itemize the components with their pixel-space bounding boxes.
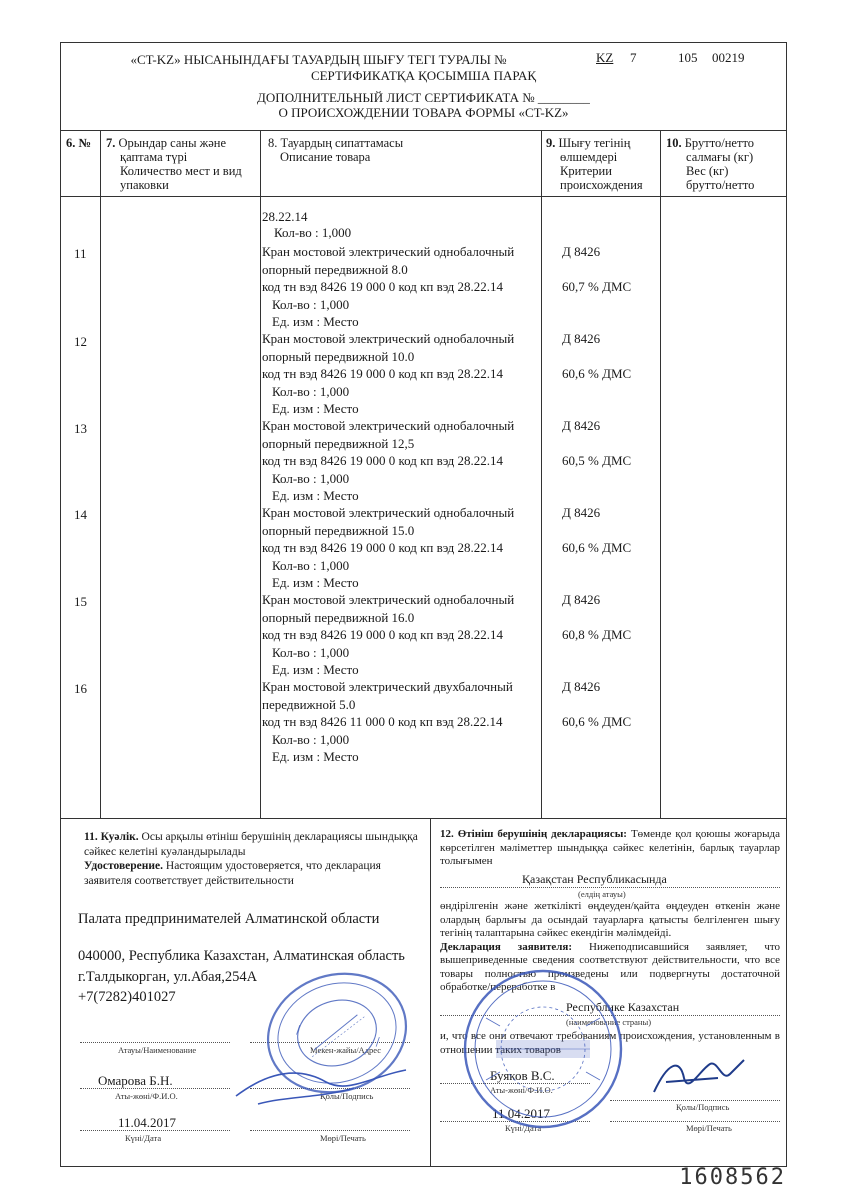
header-line-4: О ПРОИСХОЖДЕНИИ ТОВАРА ФОРМЫ «CT-KZ» xyxy=(278,105,569,120)
item-number: 16 xyxy=(74,681,87,696)
pre-qty: Кол-во : 1,000 xyxy=(274,225,352,240)
caption-address: Мекен-жайы/Адрес xyxy=(310,1045,382,1055)
item-criterion: Д 8426 60,5 % ДМС xyxy=(562,418,632,468)
header-line-1: «CT-KZ» НЫСАНЫНДАҒЫ ТАУАРДЫҢ ШЫҒУ ТЕГІ ТУРАЛЫ № xyxy=(130,52,507,67)
applicant-signature xyxy=(648,1052,748,1108)
col-header-6: 6. № xyxy=(66,136,92,150)
item-description: Кран мостовой электрический двухбалочный передвижной 5.0 код тн вэд 8426 11 000 0 код кп вэд 28.22.14 Кол-во : 1,000 Ед. изм : Место xyxy=(262,679,513,764)
item-number: 11 xyxy=(74,246,87,261)
item-number: 12 xyxy=(74,334,87,349)
caption-name: Атауы/Наименование xyxy=(118,1045,197,1055)
col-header-8: 8. Тауардың сипаттамасы Описание товара xyxy=(268,136,404,164)
declaration-text-ru: и, что все они отвечают требованиям происхождения, установленным в отношении таких товаров xyxy=(440,1030,780,1056)
chamber-address-2: г.Талдыкорган, ул.Абая,254А xyxy=(78,969,258,985)
header-line-3: ДОПОЛНИТЕЛЬНЫЙ ЛИСТ СЕРТИФИКАТА № ________ xyxy=(257,90,590,105)
item-description: Кран мостовой электрический однобалочный опорный передвижной 10.0 код тн вэд 8426 19 000 0 код кп вэд 28.22.14 Кол-во : 1,000 Ед. изм : Место xyxy=(262,331,515,416)
item-number: 13 xyxy=(74,421,87,436)
applicant-caption-sign: Қолы/Подпись xyxy=(676,1102,730,1112)
cert-number-kz: KZ xyxy=(596,50,614,65)
box-divider xyxy=(430,818,431,1167)
chamber-date: 11.04.2017 xyxy=(118,1115,177,1130)
item-criterion: Д 8426 60,8 % ДМС xyxy=(562,592,632,642)
col-header-7: 7. Орындар саны және қаптама түрі Количество мест и вид упаковки xyxy=(106,136,242,192)
name-line xyxy=(80,1042,230,1043)
company-stamp xyxy=(458,966,628,1132)
chamber-phone: +7(7282)401027 xyxy=(78,989,176,1005)
applicant-date: 11.04.2017 xyxy=(492,1106,551,1121)
pre-code: 28.22.14 xyxy=(262,209,308,224)
applicant-caption-fio: Аты-жөні/Ф.И.О. xyxy=(490,1085,553,1095)
caption-fio: Аты-жөні/Ф.И.О. xyxy=(115,1091,178,1101)
caption-country-2: (наименование страны) xyxy=(566,1017,652,1027)
col-header-10: 10. Брутто/нетто салмағы (кг) Вес (кг) брутто/нетто xyxy=(666,136,755,192)
table-bottom-border xyxy=(60,818,787,819)
declaration-text-kz: өндірілгенін және жеткілікті өңдеуден/қайта өңдеуден өткенін және олардың барлығы да осындай тауарларға қатысты белгіленген шығу тегінің талаптарына сәйкес екендігін мәлімдейді. Декларация заявителя: Нижеподписавшийся заявляет, что вышеприведенные сведения соответствуют действительности, что все товары полностью произведены или подвергнуты достаточной обработке/переработке в xyxy=(440,900,781,993)
country-ru: Республике Казахстан xyxy=(566,1000,680,1014)
col-divider-3 xyxy=(541,130,542,818)
applicant-caption-seal: Мөрі/Печать xyxy=(686,1123,732,1133)
country-line-1 xyxy=(440,887,780,888)
item-criterion: Д 8426 60,6 % ДМС xyxy=(562,331,632,381)
caption-date: Күні/Дата xyxy=(125,1133,162,1143)
item-description: Кран мостовой электрический однобалочный опорный передвижной 16.0 код тн вэд 8426 19 000 0 код кп вэд 28.22.14 Кол-во : 1,000 Ед. изм : Место xyxy=(262,592,515,677)
chamber-signer-name: Омарова Б.Н. xyxy=(98,1073,173,1088)
caption-country-1: (елдің атауы) xyxy=(578,889,626,899)
item-criterion: Д 8426 60,6 % ДМС xyxy=(562,505,632,555)
col-divider-2 xyxy=(260,130,261,818)
item-description: Кран мостовой электрический однобалочный опорный передвижной 12,5 код тн вэд 8426 19 000 0 код кп вэд 28.22.14 Кол-во : 1,000 Ед. изм : Место xyxy=(262,418,515,503)
item-criterion: Д 8426 60,7 % ДМС xyxy=(562,244,632,294)
chamber-address-1: 040000, Республика Казахстан, Алматинская область xyxy=(78,948,405,964)
header-line-2: СЕРТИФИКАТҚА ҚОСЫМША ПАРАҚ xyxy=(310,68,537,83)
item-number: 14 xyxy=(74,507,87,522)
caption-sign: Қолы/Подпись xyxy=(320,1091,374,1101)
table-header-border xyxy=(60,196,787,197)
item-number: 15 xyxy=(74,594,87,609)
caption-seal: Мөрі/Печать xyxy=(320,1133,366,1143)
box-12-declaration: 12. Өтініш берушінің декларациясы: Төменде қол қоюшы жоғарыда көрсетілген мәліметтер шындыққа сәйкес келетінін, барлық тауарлар толығымен xyxy=(440,828,780,867)
cert-number-105: 105 xyxy=(678,50,698,65)
applicant-seal-line xyxy=(610,1121,780,1122)
item-description: Кран мостовой электрический однобалочный опорный передвижной 15.0 код тн вэд 8426 19 000 0 код кп вэд 28.22.14 Кол-во : 1,000 Ед. изм : Место xyxy=(262,505,515,590)
fio-line xyxy=(80,1088,230,1089)
chamber-signature xyxy=(228,1058,418,1122)
seal-line xyxy=(250,1130,410,1131)
document-serial-number: 1608562 xyxy=(679,1165,786,1190)
table-top-border xyxy=(60,130,787,131)
date-line xyxy=(80,1130,230,1131)
col-divider-1 xyxy=(100,130,101,818)
country-kz: Қазақстан Республикасында xyxy=(522,872,667,886)
cert-number-7: 7 xyxy=(630,50,637,65)
applicant-caption-date: Күні/Дата xyxy=(505,1123,542,1133)
cert-number-00219: 00219 xyxy=(712,50,745,65)
box-11-certification: 11. Куәлік. Осы арқылы өтініш берушінің декларациясы шындыққа сәйкес келетіні куәландырылады Удостоверение. Настоящим удостоверяется, что декларация заявителя соответствует действительности xyxy=(84,831,418,887)
item-criterion: Д 8426 60,6 % ДМС xyxy=(562,679,632,729)
applicant-signer-name: Буяков В.С. xyxy=(490,1068,555,1083)
col-header-9: 9. Шығу тегінің өлшемдері Критерии происхождения xyxy=(546,136,643,192)
col-divider-4 xyxy=(660,130,661,818)
chamber-name: Палата предпринимателей Алматинской области xyxy=(78,911,380,927)
item-description: Кран мостовой электрический однобалочный опорный передвижной 8.0 код тн вэд 8426 19 000 0 код кп вэд 28.22.14 Кол-во : 1,000 Ед. изм : Место xyxy=(262,244,515,329)
